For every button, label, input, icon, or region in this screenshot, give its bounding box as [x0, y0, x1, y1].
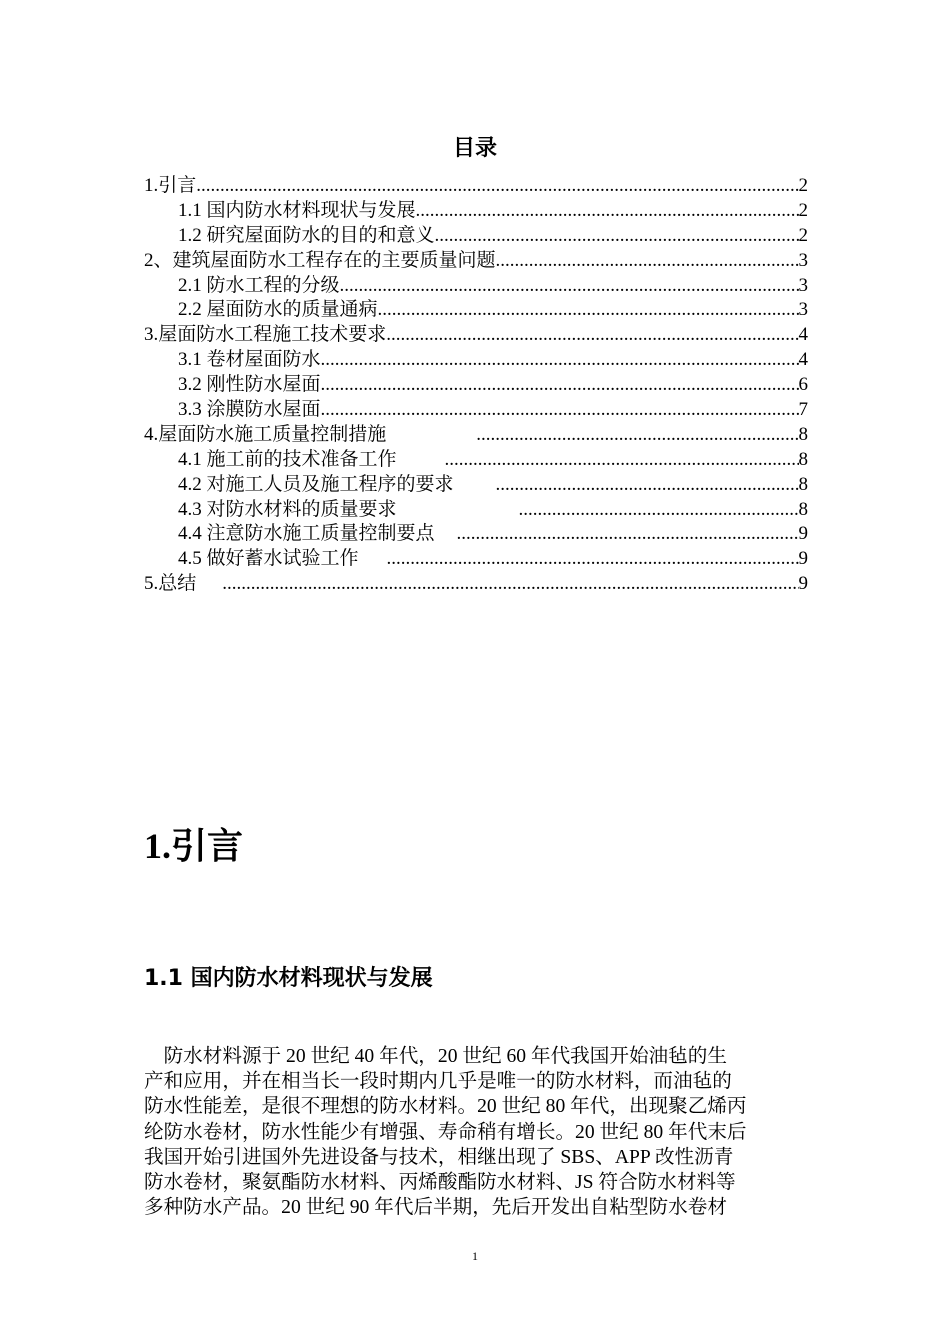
toc-entry-label: 2.1 防水工程的分级: [178, 274, 340, 296]
paragraph-line: 多种防水产品。20 世纪 90 年代后半期，先后开发出自粘型防水卷材: [144, 1197, 727, 1219]
toc-leader-dots: [196, 174, 798, 199]
toc-entry[interactable]: [144, 498, 808, 523]
toc-entry[interactable]: [144, 224, 808, 249]
toc-entry-page: 9: [798, 523, 808, 545]
toc-entry-label: 4.5 做好蓄水试验工作: [178, 548, 359, 570]
toc-entry[interactable]: [144, 423, 808, 448]
toc-entry[interactable]: [144, 274, 808, 299]
paragraph-line: 纶防水卷材，防水性能少有增强、寿命稍有增长。20 世纪 80 年代末后: [144, 1121, 747, 1143]
toc-entry-page: 2: [798, 199, 808, 221]
toc-entry-label: 2.2 屋面防水的质量通病: [178, 299, 378, 321]
body-paragraph: [144, 1044, 808, 1220]
toc-entry-label: 1.2 研究屋面防水的目的和意义: [178, 224, 435, 246]
toc-entry[interactable]: [144, 572, 808, 597]
section-heading-1-1: 1.1 国内防水材料现状与发展: [144, 966, 433, 991]
toc-entry-label: 1.1 国内防水材料现状与发展: [178, 199, 416, 221]
toc-entry-label: 1.引言: [144, 175, 197, 196]
toc-entry-label: 5.总结: [144, 573, 197, 595]
toc-leader-dots: [519, 498, 799, 523]
toc-entry[interactable]: [144, 298, 808, 323]
toc-entry-page: 8: [798, 473, 808, 495]
toc-entry-page: 4: [798, 324, 808, 346]
toc-leader-dots: [416, 199, 799, 224]
toc-entry-page: 3: [798, 274, 808, 296]
toc-leader-dots: [476, 423, 798, 448]
toc-entry-label: 4.2 对施工人员及施工程序的要求: [178, 473, 454, 495]
toc-entry-page: 2: [798, 175, 808, 196]
toc-entry[interactable]: [144, 199, 808, 224]
toc-entry-label: 4.屋面防水施工质量控制措施: [144, 423, 387, 445]
toc-entry-page: 3: [798, 249, 808, 271]
toc-entry[interactable]: [144, 448, 808, 473]
toc-entry-label: 3.3 涂膜防水屋面: [178, 399, 321, 421]
toc-entry-page: 6: [798, 374, 808, 396]
paragraph-line: 产和应用，并在相当长一段时期内几乎是唯一的防水材料，而油毡的: [144, 1071, 732, 1093]
toc-entry[interactable]: [144, 522, 808, 547]
section-heading-1: 1.引言: [144, 826, 244, 866]
toc-entry[interactable]: [144, 547, 808, 572]
toc-leader-dots: [445, 448, 799, 473]
toc-leader-dots: [457, 522, 799, 547]
toc-entry[interactable]: [144, 323, 808, 348]
toc-entry-label: 2、建筑屋面防水工程存在的主要质量问题: [144, 249, 496, 271]
toc-leader-dots: [435, 224, 799, 249]
toc-entry[interactable]: [144, 174, 808, 199]
toc-entry-label: 4.3 对防水材料的质量要求: [178, 498, 397, 520]
toc-entry-page: 8: [798, 498, 808, 520]
paragraph-line: 防水材料源于 20 世纪 40 年代，20 世纪 60 年代我国开始油毡的生: [144, 1046, 727, 1067]
toc-leader-dots: [222, 572, 798, 597]
toc-entry-page: 9: [798, 548, 808, 570]
toc-entry[interactable]: [144, 398, 808, 423]
toc-leader-dots: [496, 249, 799, 274]
toc-entry-label: 4.4 注意防水施工质量控制要点: [178, 523, 435, 545]
toc-leader-dots: [378, 298, 799, 323]
toc-entry[interactable]: [144, 473, 808, 498]
toc-entry[interactable]: [144, 249, 808, 274]
toc-entry-label: 3.1 卷材屋面防水: [178, 349, 321, 371]
toc-leader-dots: [321, 398, 799, 423]
toc-entry-page: 8: [798, 423, 808, 445]
paragraph-line: 防水卷材，聚氨酯防水材料、丙烯酸酯防水材料、JS 符合防水材料等: [144, 1172, 736, 1194]
toc-leader-dots: [340, 274, 799, 299]
toc-entry-page: 3: [798, 299, 808, 321]
toc-entry-label: 3.屋面防水工程施工技术要求: [144, 324, 387, 346]
page-number: 1: [472, 1249, 478, 1263]
toc-leader-dots: [321, 373, 799, 398]
paragraph-line: 我国开始引进国外先进设备与技术，相继出现了 SBS、APP 改性沥青: [144, 1146, 734, 1168]
toc-entry-label: 3.2 刚性防水屋面: [178, 374, 321, 396]
toc-leader-dots: [386, 323, 798, 348]
toc-entry[interactable]: [144, 373, 808, 398]
paragraph-line: 防水性能差，是很不理想的防水材料。20 世纪 80 年代，出现聚乙烯丙: [144, 1096, 747, 1118]
toc-leader-dots: [387, 547, 799, 572]
toc-entry-page: 7: [798, 399, 808, 421]
toc-entry-page: 8: [798, 448, 808, 470]
toc-title: 目录: [452, 136, 497, 161]
table-of-contents: [144, 174, 808, 597]
toc-leader-dots: [496, 473, 799, 498]
toc-entry-page: 2: [798, 224, 808, 246]
toc-entry[interactable]: [144, 348, 808, 373]
toc-leader-dots: [321, 348, 799, 373]
toc-entry-page: 9: [798, 573, 808, 595]
toc-entry-label: 4.1 施工前的技术准备工作: [178, 448, 397, 470]
toc-entry-page: 4: [798, 349, 808, 371]
